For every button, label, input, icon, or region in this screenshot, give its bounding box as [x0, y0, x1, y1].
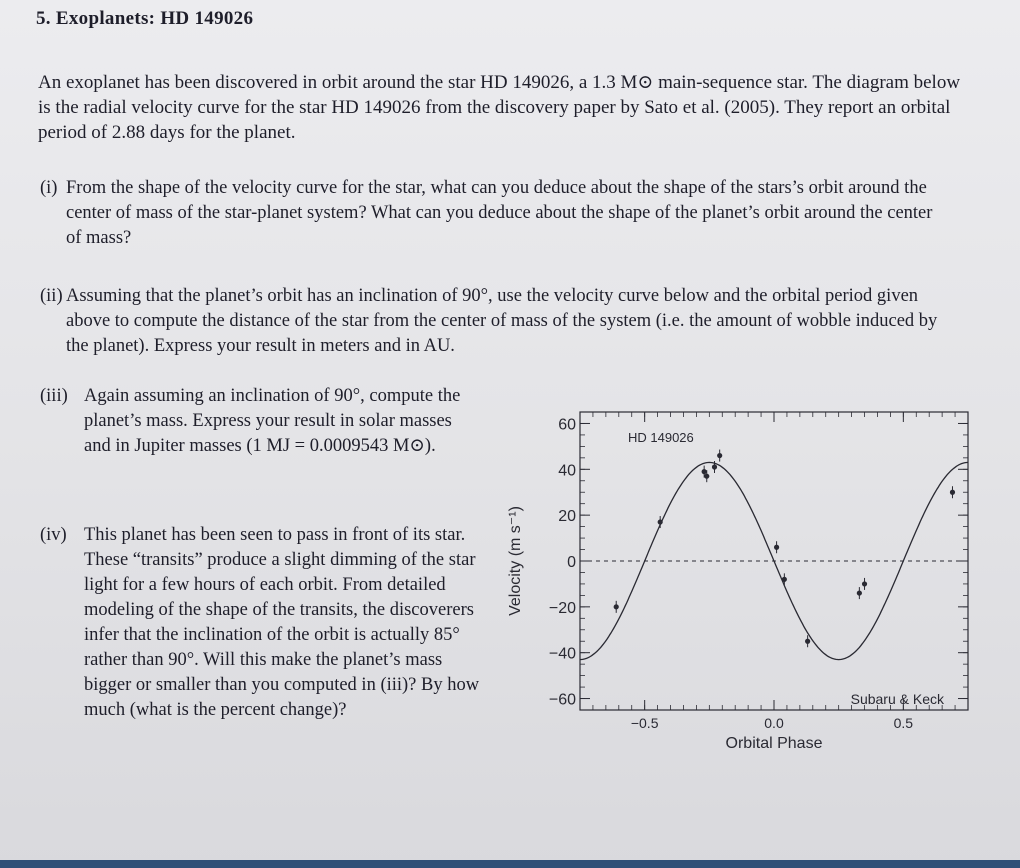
question-number: (i): [40, 178, 58, 198]
data-point: [805, 639, 810, 644]
y-tick-label: −20: [548, 599, 576, 617]
y-axis-label: Velocity (m s⁻¹): [507, 506, 524, 616]
data-point: [774, 545, 779, 550]
chart-title: HD 149026: [628, 430, 694, 445]
data-point: [862, 581, 867, 586]
data-point: [704, 474, 709, 479]
y-tick-label: 60: [558, 416, 576, 434]
question-number: (iii): [40, 386, 68, 406]
data-point: [658, 519, 663, 524]
question-i: [40, 176, 940, 251]
radial-velocity-figure: [500, 400, 980, 780]
data-point: [702, 469, 707, 474]
chart-annotation: Subaru & Keck: [850, 691, 944, 707]
y-tick-label: 0: [567, 554, 576, 571]
problem-heading: 5. Exoplanets: HD 149026: [36, 8, 254, 29]
screen-bottom-bar: [0, 860, 1020, 868]
data-point: [782, 577, 787, 582]
question-text: From the shape of the velocity curve for the star, what can you deduce about the shape of the stars’s orbit around the center of mass of the star-planet system? What can you deduce about the shape of the planet’s orbit around the center of mass?: [66, 178, 933, 248]
data-point: [950, 490, 955, 495]
x-axis-label: Orbital Phase: [725, 735, 823, 752]
y-tick-label: −60: [548, 691, 576, 709]
question-text: This planet has been seen to pass in front of its star. These “transits” produce a slight dimming of the star light for a few hours of each orbit. From detailed modeling of the shape of the transits, the discoverers infer that the inclination of the orbit is actually 85° rather than 90°. Will this make the planet’s mass bigger or smaller than you computed in (iii)? By how much (what is the percent change)?: [84, 525, 480, 720]
question-iii: [40, 384, 480, 459]
radial-velocity-chart: [500, 400, 980, 780]
y-tick-label: 20: [558, 508, 576, 526]
question-text: Assuming that the planet’s orbit has an inclination of 90°, use the velocity curve below and the orbital period given above to compute the distance of the star from the center of mass of the system (i.e. the amount of wobble induced by the planet). Express your result in meters and in AU.: [66, 286, 938, 356]
data-point: [717, 453, 722, 458]
question-ii: [40, 284, 960, 359]
x-tick-label: −0.5: [630, 715, 659, 731]
question-number: (ii): [40, 286, 63, 306]
x-tick-label: 0.5: [893, 715, 914, 731]
question-text: Again assuming an inclination of 90°, compute the planet’s mass. Express your result in solar masses and in Jupiter masses (1 MJ = 0.0009543 M⊙).: [84, 386, 461, 456]
question-number: (iv): [40, 525, 67, 545]
x-tick-label: 0.0: [764, 715, 784, 731]
data-point: [857, 590, 862, 595]
y-tick-label: 40: [558, 462, 576, 480]
data-point: [712, 464, 717, 469]
intro-paragraph: An exoplanet has been discovered in orbit around the star HD 149026, a 1.3 M⊙ main-sequence star. The diagram below is the radial velocity curve for the star HD 149026 from the discovery paper by Sato et al. (2005). They report an orbital period of 2.88 days for the planet.: [38, 72, 961, 143]
y-tick-label: −40: [548, 645, 576, 663]
data-point: [614, 604, 619, 609]
question-iv: [40, 523, 490, 723]
